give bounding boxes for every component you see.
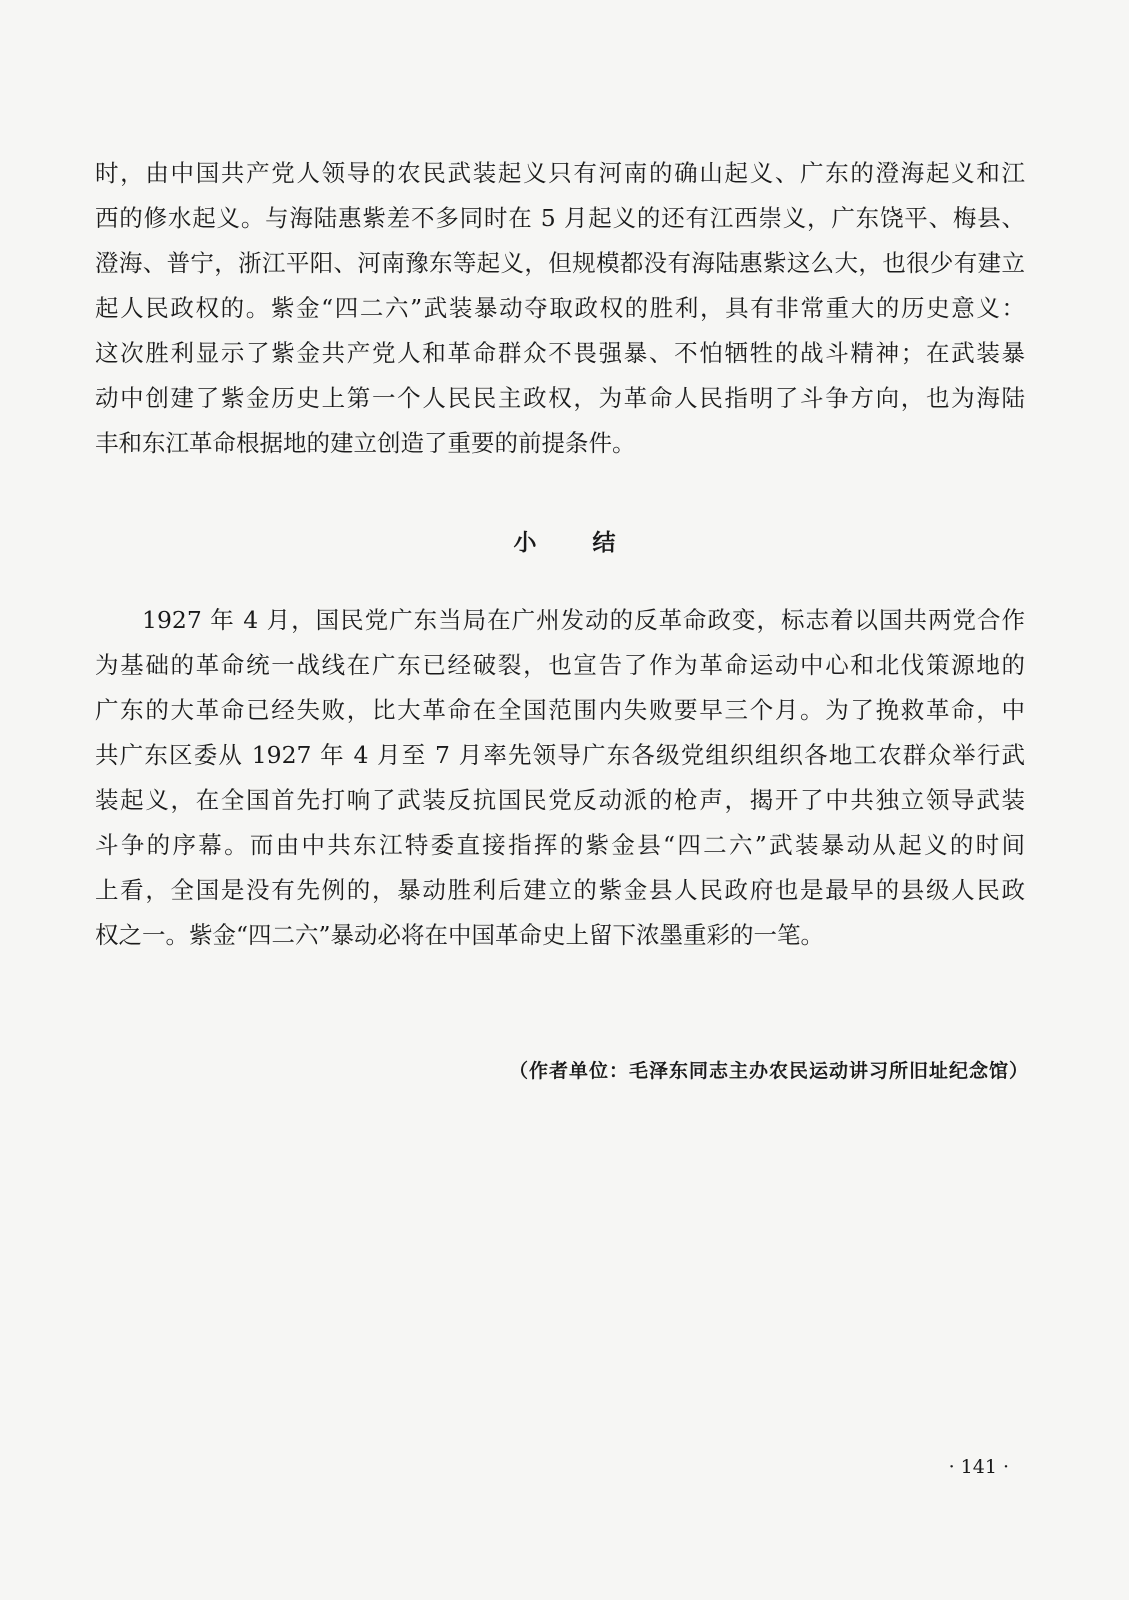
text-line: 广东的大革命已经失败，比大革命在全国范围内失败要早三个月。为了挽救革命，中 — [95, 696, 1025, 724]
paragraph-continued — [95, 151, 1025, 466]
text-line: 上看，全国是没有先例的，暴动胜利后建立的紫金县人民政府也是最早的县级人民政 — [95, 876, 1025, 904]
text-line: 为基础的革命统一战线在广东已经破裂，也宣告了作为革命运动中心和北伐策源地的 — [95, 651, 1025, 679]
text-line: 斗争的序幕。而由中共东江特委直接指挥的紫金县“四二六”武装暴动从起义的时间 — [95, 831, 1025, 859]
text-line: 共广东区委从 1927 年 4 月至 7 月率先领导广东各级党组织组织各地工农群众举行武 — [95, 741, 1025, 769]
summary-paragraph — [95, 598, 1025, 958]
author-affiliation: （作者单位：毛泽东同志主办农民运动讲习所旧址纪念馆） — [508, 1060, 1029, 1082]
section-heading: 小 结 — [513, 529, 640, 556]
text-line: 权之一。紫金“四二六”暴动必将在中国革命史上留下浓墨重彩的一笔。 — [95, 921, 825, 949]
text-line: 动中创建了紫金历史上第一个人民民主政权，为革命人民指明了斗争方向，也为海陆 — [95, 384, 1025, 412]
text-line: 丰和东江革命根据地的建立创造了重要的前提条件。 — [95, 429, 636, 457]
text-line: 西的修水起义。与海陆惠紫差不多同时在 5 月起义的还有江西崇义，广东饶平、梅县、 — [95, 204, 1025, 232]
page-number: · 141 · — [948, 1456, 1009, 1478]
text-line: 时，由中国共产党人领导的农民武装起义只有河南的确山起义、广东的澄海起义和江 — [95, 159, 1025, 187]
text-line: 1927 年 4 月，国民党广东当局在广州发动的反革命政变，标志着以国共两党合作 — [142, 606, 1025, 634]
text-line: 这次胜利显示了紫金共产党人和革命群众不畏强暴、不怕牺牲的战斗精神；在武装暴 — [95, 339, 1025, 367]
text-line: 澄海、普宁，浙江平阳、河南豫东等起义，但规模都没有海陆惠紫这么大，也很少有建立 — [95, 249, 1025, 277]
text-line: 装起义，在全国首先打响了武装反抗国民党反动派的枪声，揭开了中共独立领导武装 — [95, 786, 1025, 814]
text-line: 起人民政权的。紫金“四二六”武装暴动夺取政权的胜利，具有非常重大的历史意义： — [95, 294, 1025, 322]
